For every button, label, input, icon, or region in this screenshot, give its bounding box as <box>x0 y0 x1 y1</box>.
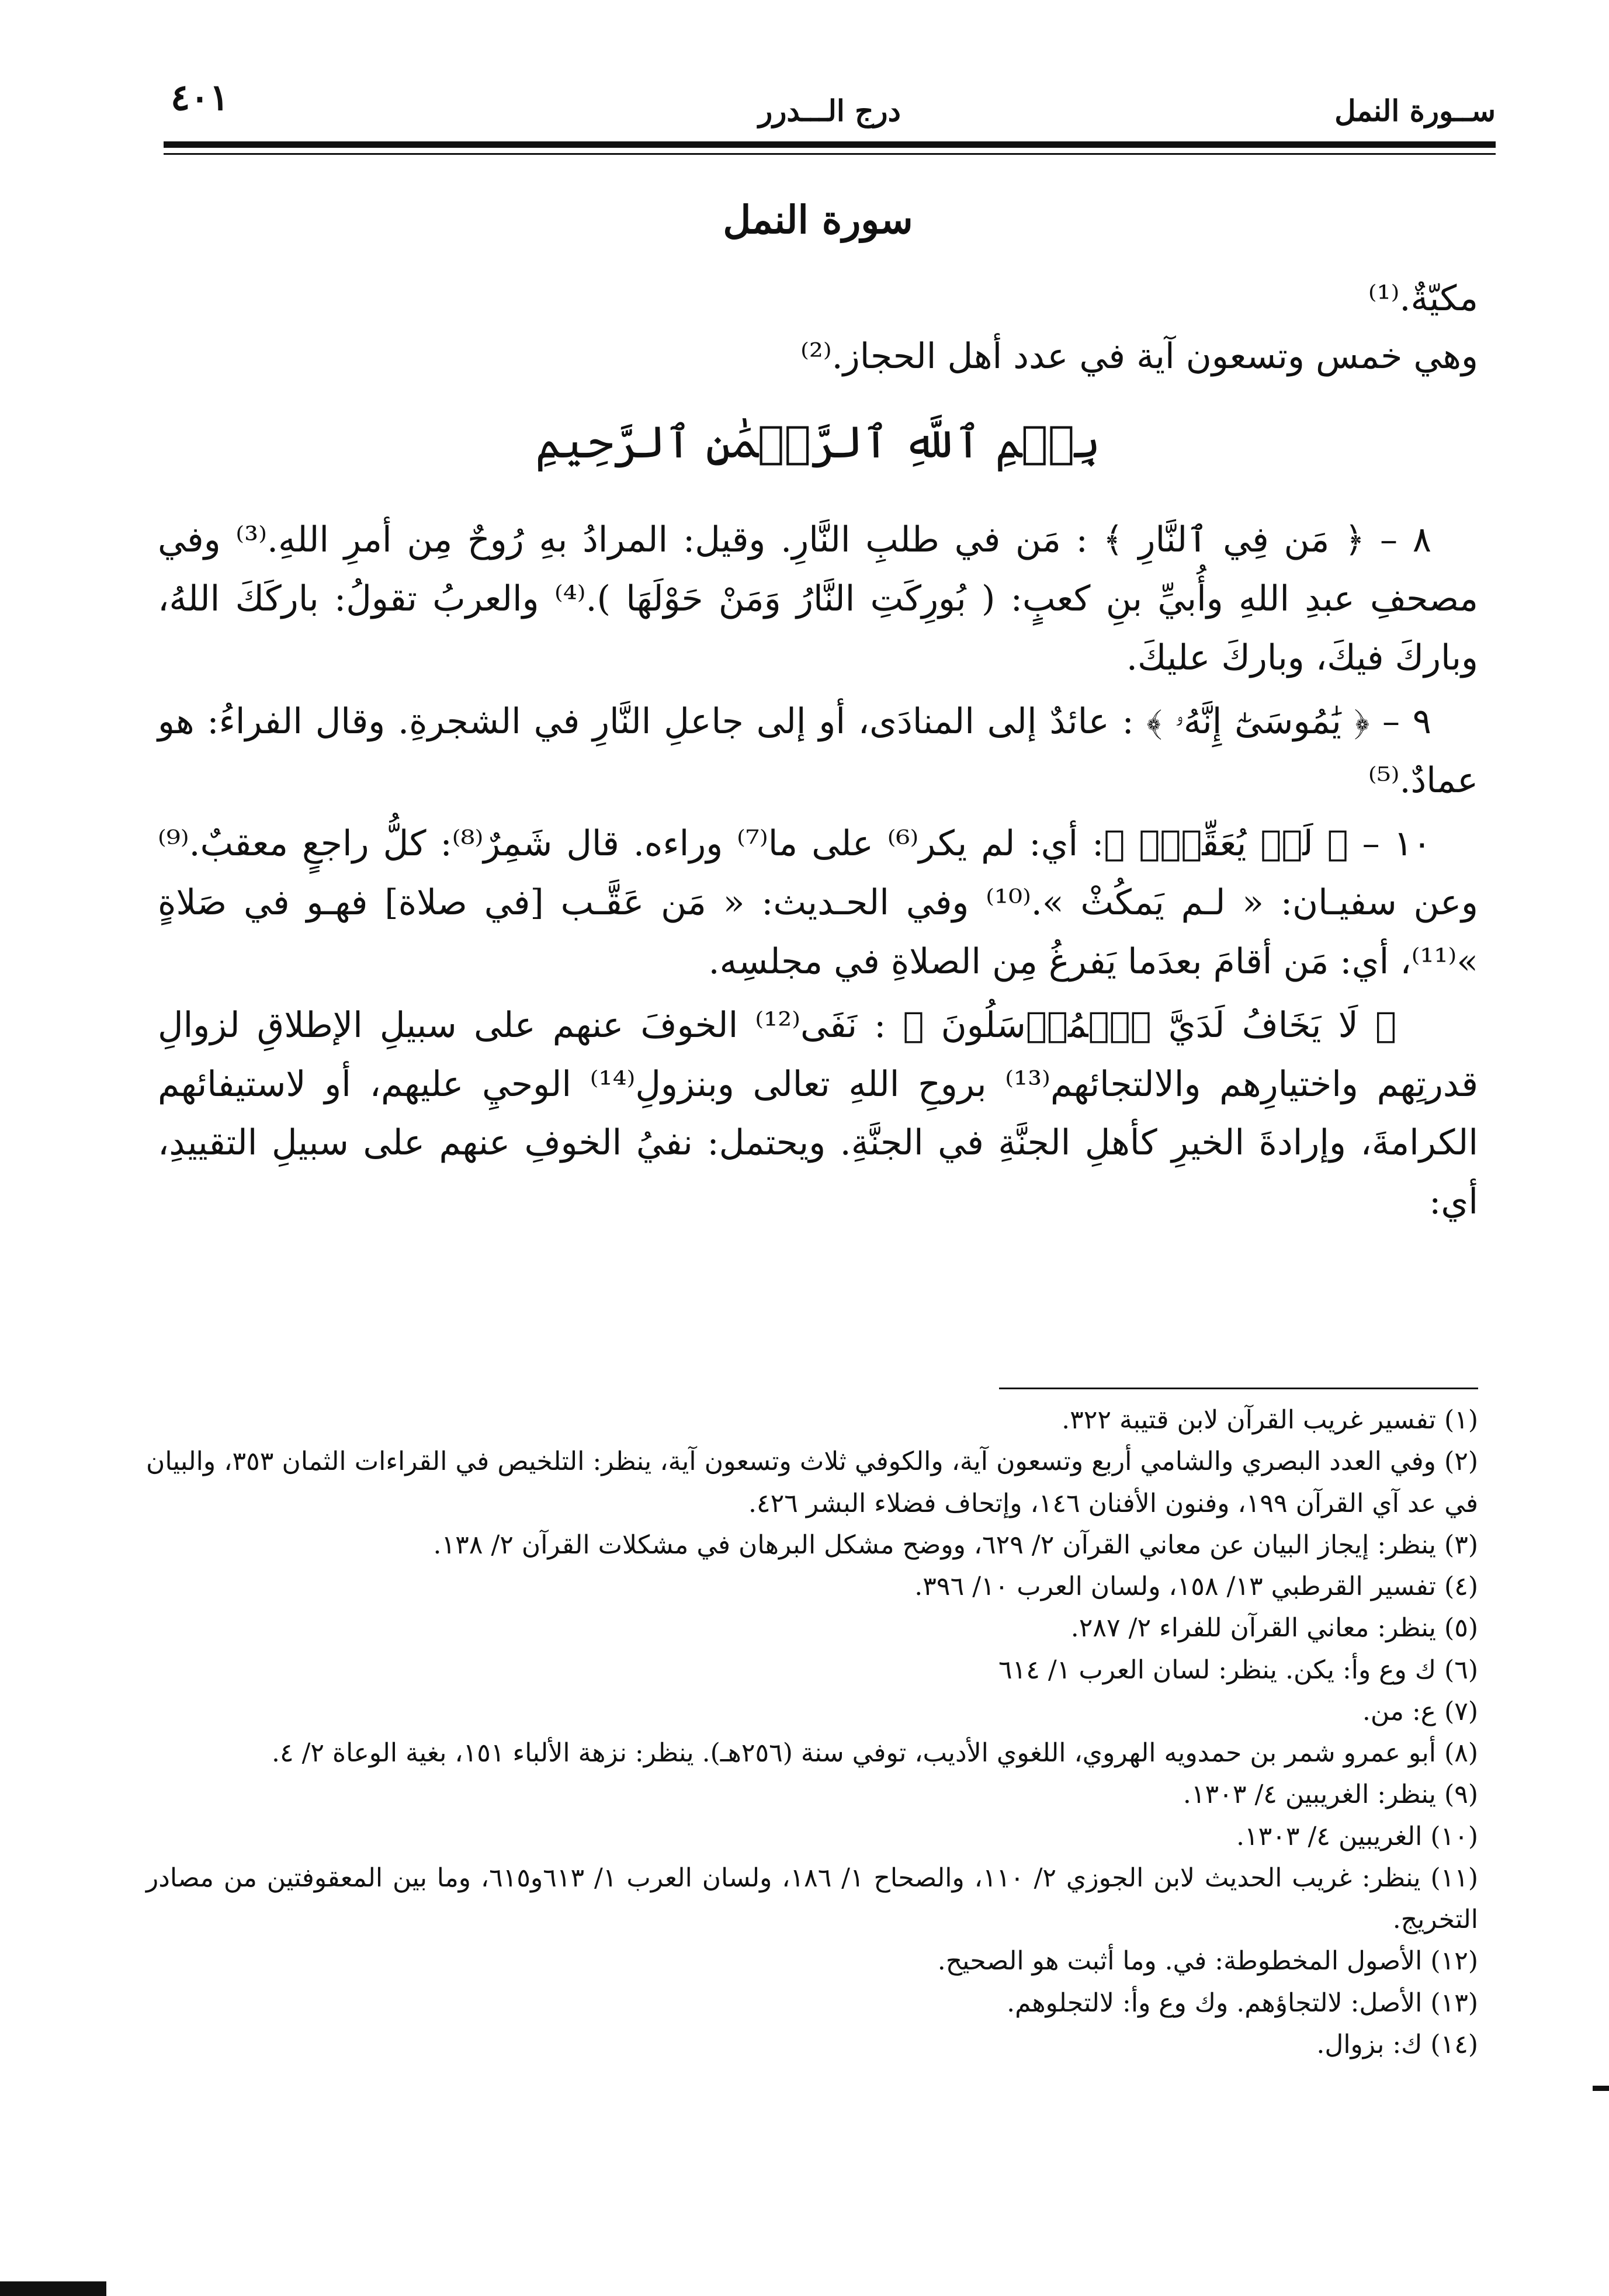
header-surah-name: ســورة النمل <box>1334 93 1496 128</box>
footnote: (١٣) الأصل: لالتجاؤهم. وك وع وأ: لالتجلوهم. <box>1007 1988 1478 2018</box>
footnote: (١٤) ك: بزوال. <box>1316 2029 1478 2059</box>
footnote: (١) تفسير غريب القرآن لابن قتيبة ٣٢٢. <box>1062 1405 1478 1435</box>
footnote: (١١) ينظر: غريب الحديث لابن الجوزي ٢/ ١١٠، والصحاح ١/ ١٨٦، ولسان العرب ١/ ٦١٣و٦١٥، وما بين المعقوفتين من مصادر التخريج. <box>146 1863 1479 1935</box>
intro-line: مكيّةٌ.⁽¹⁾ <box>1368 278 1478 320</box>
intro-line: وهي خمس وتسعون آية في عدد أهل الحجاز.⁽²⁾ <box>800 336 1478 377</box>
basmala: بِسۡمِ ٱللَّهِ ٱلرَّحۡمَٰنِ ٱلرَّحِيمِ <box>535 416 1101 469</box>
footnote: (٥) ينظر: معاني القرآن للفراء ٢/ ٢٨٧. <box>1070 1613 1478 1643</box>
header-book-title: درج الـــدرر <box>758 93 901 128</box>
verse-8-paragraph: ٨ – ﴿ مَن فِي ٱلنَّارِ ﴾ : مَن في طلبِ النَّارِ. وقيل: المرادُ بهِ رُوحٌ مِن أمرِ اللهِ.⁽³⁾ وفي مصحفِ عبدِ اللهِ وأُبيِّ بنِ كعبٍ: ( بُورِكَتِ النَّارُ وَمَنْ حَوْلَهَا ).⁽⁴⁾ والعربُ تقولُ: باركَكَ اللهُ، وباركَ فيكَ، وباركَ عليكَ. <box>158 519 1479 678</box>
page-number: ٤٠١ <box>171 76 229 119</box>
verse-10-paragraph: ١٠ – ﴿ لَمۡ يُعَقِّبۡۚ ﴾: أي: لم يكر⁽⁶⁾ على ما⁽⁷⁾ وراءه. قال شَمِرٌ⁽⁸⁾: كلُّ راجعٍ معقبٌ.⁽⁹⁾ وعن سفيـان: « لـم يَمكُثْ ».⁽¹⁰⁾ وفي الحـديث: « مَن عَقَّـب [في صلاة] فهـو في صَلاةٍ »⁽¹¹⁾، أي: مَن أقامَ بعدَما يَفرغُ مِن الصلاةِ في مجلسِه. <box>158 823 1478 982</box>
corner-block <box>0 2281 106 2296</box>
header-rule-thick <box>164 141 1496 148</box>
footnote: (١٢) الأصول المخطوطة: في. وما أثبت هو الصحيح. <box>937 1946 1478 1976</box>
main-text <box>158 187 1478 1236</box>
footnote: (٦) ك وع وأ: يكن. ينظر: لسان العرب ١/ ٦١٤ <box>998 1655 1478 1685</box>
footnotes <box>146 1399 1478 2065</box>
edge-mark <box>1593 2086 1609 2091</box>
footnote: (٧) ع: من. <box>1362 1696 1478 1726</box>
surah-title: سورة النمل <box>723 197 913 242</box>
verse-10-continuation: ﴿ لَا يَخَافُ لَدَيَّ ٱلۡمُرۡسَلُونَ ﴾ : نَفَى⁽¹²⁾ الخوفَ عنهم على سبيلِ الإطلاقِ لزوالِ قدرتِهم واختيارِهم والالتجائهم⁽¹³⁾ بروحِ اللهِ تعالى وبنزولِ⁽¹⁴⁾ الوحيِ عليهم، أو لاستيفائهم الكرامةَ، وإرادةَ الخيرِ كأهلِ الجنَّةِ في الجنَّةِ. ويحتمل: نفيُ الخوفِ عنهم على سبيلِ التقييدِ، أي: <box>158 1004 1479 1223</box>
footnote: (٤) تفسير القرطبي ١٣/ ١٥٨، ولسان العرب ١٠/ ٣٩٦. <box>914 1572 1478 1602</box>
header-rule-thin <box>164 153 1496 155</box>
footnote: (٢) وفي العدد البصري والشامي أربع وتسعون آية، والكوفي ثلاث وتسعون آية، ينظر: التلخيص في القراءات الثمان ٣٥٣، والبيان في عد آي القرآن ١٩٩، وفنون الأفنان ١٤٦، وإتحاف فضلاء البشر ٤٢٦. <box>146 1447 1479 1518</box>
verse-9-paragraph: ٩ – ﴿ يَٰمُوسَىٰٓ إِنَّهُۥ ﴾ : عائدٌ إلى المنادَى، أو إلى جاعلِ النَّارِ في الشجرةِ. وقال الفراءُ: هو عمادٌ.⁽⁵⁾ <box>158 700 1478 801</box>
running-header <box>164 64 1496 140</box>
footnote-separator <box>999 1388 1478 1389</box>
footnote: (١٠) الغريبين ٤/ ١٣٠٣. <box>1236 1821 1478 1851</box>
footnote: (٨) أبو عمرو شمر بن حمدويه الهروي، اللغوي الأديب، توفي سنة (٢٥٦هـ). ينظر: نزهة الألباء ١٥١، بغية الوعاة ٢/ ٤. <box>271 1738 1478 1768</box>
footnote: (٣) ينظر: إيجاز البيان عن معاني القرآن ٢/ ٦٢٩، ووضح مشكل البرهان في مشكلات القرآن ٢/ ١٣٨. <box>433 1529 1478 1560</box>
footnote: (٩) ينظر: الغريبين ٤/ ١٣٠٣. <box>1183 1780 1478 1810</box>
